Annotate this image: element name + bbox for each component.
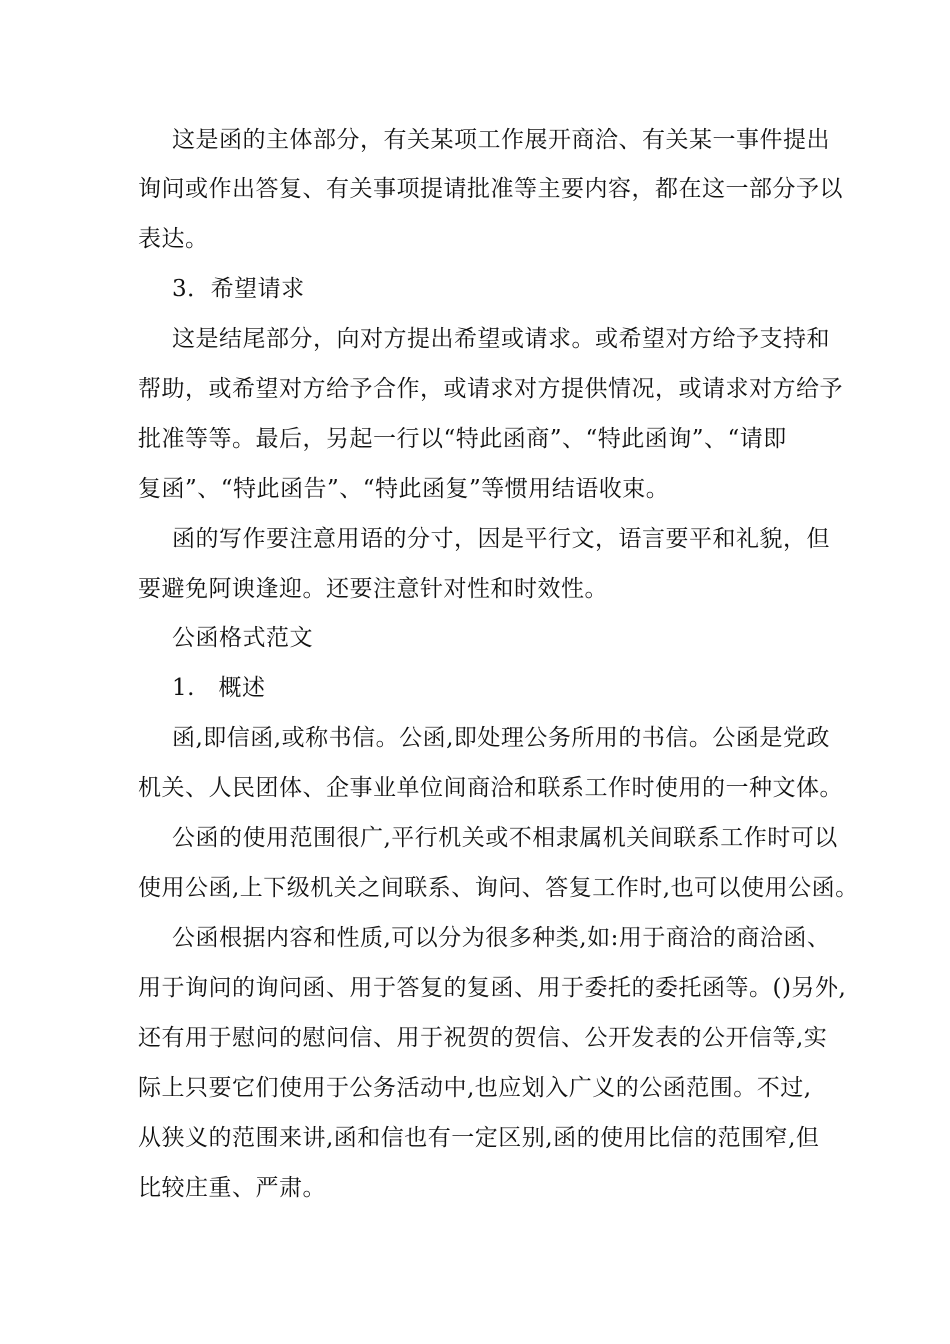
text-line: 从狭义的范围来讲,函和信也有一定区别,函的使用比信的范围窄,但 <box>138 1125 820 1151</box>
text-line: 用于询问的询问函、用于答复的复函、用于委托的委托函等。()另外, <box>138 975 847 1001</box>
text-line: 批准等等。最后，另起一行以“特此函商”、“特此函询”、“请即 <box>138 426 787 452</box>
text-line: 函的写作要注意用语的分寸，因是平行文，语言要平和礼貌，但 <box>172 526 830 552</box>
text-line: 帮助，或希望对方给予合作，或请求对方提供情况，或请求对方给予 <box>138 376 843 402</box>
section-heading: 公函格式范文 <box>172 625 313 651</box>
section-heading: 3．希望请求 <box>172 276 305 302</box>
text-line: 公函根据内容和性质,可以分为很多种类,如:用于商洽的商洽函、 <box>172 925 831 951</box>
text-line: 机关、人民团体、企事业单位间商洽和联系工作时使用的一种文体。 <box>138 775 843 801</box>
text-line: 复函”、“特此函告”、“特此函复”等惯用结语收束。 <box>138 476 670 502</box>
text-line: 这是函的主体部分，有关某项工作展开商洽、有关某一事件提出 <box>172 127 830 153</box>
text-line: 要避免阿谀逢迎。还要注意针对性和时效性。 <box>138 576 608 602</box>
text-line: 使用公函,上下级机关之间联系、询问、答复工作时,也可以使用公函。 <box>138 875 859 901</box>
text-line: 际上只要它们使用于公务活动中,也应划入广义的公函范围。不过, <box>138 1075 812 1101</box>
text-line: 这是结尾部分，向对方提出希望或请求。或希望对方给予支持和 <box>172 326 830 352</box>
text-line: 还有用于慰问的慰问信、用于祝贺的贺信、公开发表的公开信等,实 <box>138 1025 828 1051</box>
text-line: 询问或作出答复、有关事项提请批准等主要内容，都在这一部分予以 <box>138 176 843 202</box>
text-line: 比较庄重、严肃。 <box>138 1175 326 1201</box>
text-line: 公函的使用范围很广,平行机关或不相隶属机关间联系工作时可以 <box>172 825 838 851</box>
section-heading: 1. 概述 <box>172 675 266 701</box>
text-line: 函,即信函,或称书信。公函,即处理公务所用的书信。公函是党政 <box>172 725 830 751</box>
text-line: 表达。 <box>138 226 209 252</box>
